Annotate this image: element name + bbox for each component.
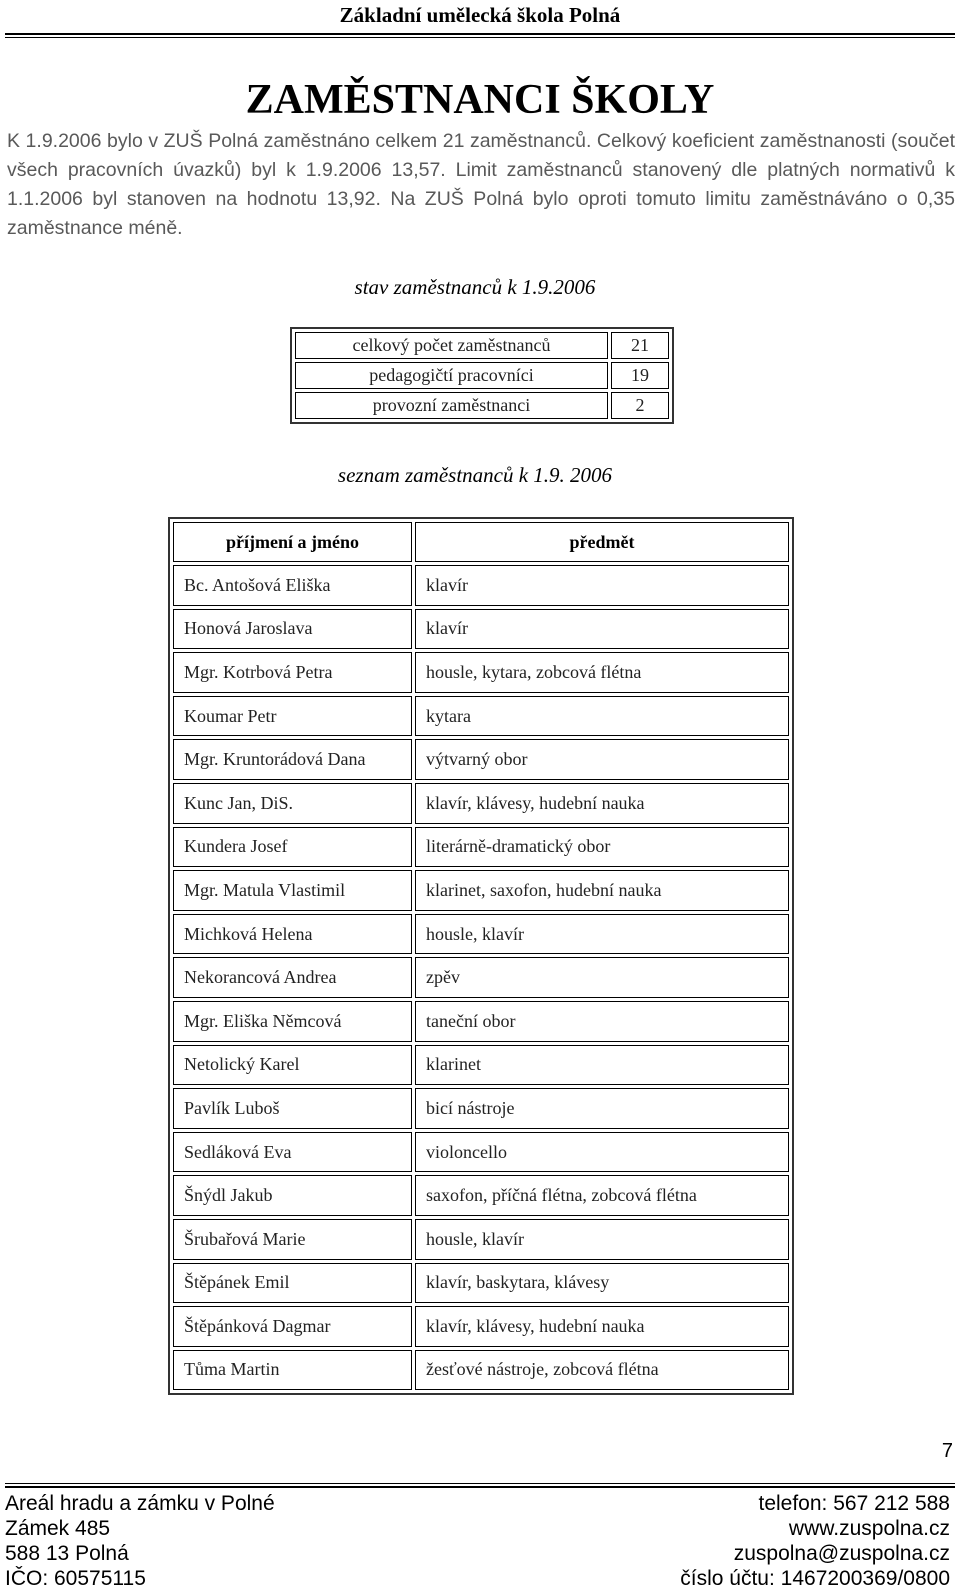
table-row [173, 827, 789, 868]
footer-address-line: Areál hradu a zámku v Polné [5, 1492, 275, 1515]
staff-subject: violoncello [415, 1132, 789, 1173]
staff-caption: seznam zaměstnanců k 1.9. 2006 [337, 463, 613, 487]
table-row [173, 1219, 789, 1260]
intro-paragraph: K 1.9.2006 bylo v ZUŠ Polná zaměstnáno celkem 21 zaměstnanců. Celkový koeficient zaměstnanosti (součet všech pracovních úvazků) byl k 1.9.2006 13,57. Limit zaměstnanců stanovený dle platných normativů k 1.1.2006 byl stanoven na hodnotu 13,92. Na ZUŠ Polná bylo oproti tomuto limitu zaměstnáváno o 0,35 zaměstnance méně. [7, 130, 955, 239]
staff-name: Štěpánek Emil [173, 1263, 412, 1304]
staff-subject: klarinet [415, 1045, 789, 1086]
table-row [173, 1132, 789, 1173]
staff-subject: housle, klavír [415, 1219, 789, 1260]
table-row [173, 609, 789, 650]
staff-subject: housle, kytara, zobcová flétna [415, 652, 789, 693]
summary-label: pedagogičtí pracovníci [295, 362, 608, 389]
staff-subject: výtvarný obor [415, 739, 789, 780]
staff-name: Nekorancová Andrea [173, 957, 412, 998]
staff-name: Mgr. Eliška Němcová [173, 1001, 412, 1042]
table-row [173, 1045, 789, 1086]
staff-subject: housle, klavír [415, 914, 789, 955]
staff-subject: klavír, klávesy, hudební nauka [415, 783, 789, 824]
staff-subject: žesťové nástroje, zobcová flétna [415, 1350, 789, 1391]
staff-name: Tůma Martin [173, 1350, 412, 1391]
footer-address-line: Zámek 485 [5, 1517, 111, 1540]
staff-name: Michková Helena [173, 914, 412, 955]
footer-website: www.zuspolna.cz [788, 1517, 950, 1540]
staff-subject: klavír, baskytara, klávesy [415, 1263, 789, 1304]
staff-name: Mgr. Kotrbová Petra [173, 652, 412, 693]
table-row [173, 957, 789, 998]
table-row [173, 1263, 789, 1304]
staff-subject: klavír [415, 565, 789, 606]
table-row [173, 1001, 789, 1042]
table-row [295, 332, 669, 359]
page-number: 7 [941, 1440, 953, 1462]
staff-subject: klavír, klávesy, hudební nauka [415, 1306, 789, 1347]
staff-name: Honová Jaroslava [173, 609, 412, 650]
table-row [173, 1088, 789, 1129]
staff-name: Netolický Karel [173, 1045, 412, 1086]
table-row [173, 565, 789, 606]
staff-name: Šrubařová Marie [173, 1219, 412, 1260]
staff-name: Bc. Antošová Eliška [173, 565, 412, 606]
staff-name: Mgr. Matula Vlastimil [173, 870, 412, 911]
table-row [173, 1350, 789, 1391]
table-row [173, 652, 789, 693]
footer-rule-thin [5, 1483, 955, 1484]
page-title: ZAMĚSTNANCI ŠKOLY [245, 77, 715, 123]
table-row [173, 914, 789, 955]
table-row [295, 392, 669, 419]
column-header-subject: předmět [415, 522, 789, 562]
table-row [173, 696, 789, 737]
running-header: Základní umělecká škola Polná [339, 3, 621, 27]
table-row [295, 362, 669, 389]
staff-name: Pavlík Luboš [173, 1088, 412, 1129]
table-row [173, 783, 789, 824]
column-header-name: příjmení a jméno [173, 522, 412, 562]
footer-email: zuspolna@zuspolna.cz [733, 1542, 950, 1565]
staff-name: Štěpánková Dagmar [173, 1306, 412, 1347]
summary-label: celkový počet zaměstnanců [295, 332, 608, 359]
table-header-row [173, 522, 789, 562]
staff-table [168, 517, 794, 1395]
staff-subject: kytara [415, 696, 789, 737]
staff-subject: taneční obor [415, 1001, 789, 1042]
staff-name: Kundera Josef [173, 827, 412, 868]
footer-address-line: 588 13 Polná [5, 1542, 129, 1565]
summary-caption: stav zaměstnanců k 1.9.2006 [354, 275, 596, 299]
table-row [173, 870, 789, 911]
footer-contacts [680, 1491, 950, 1591]
staff-subject: literárně-dramatický obor [415, 827, 789, 868]
staff-subject: zpěv [415, 957, 789, 998]
table-row [173, 739, 789, 780]
summary-value: 2 [611, 392, 669, 419]
footer-address-line: IČO: 60575115 [5, 1567, 146, 1590]
summary-value: 19 [611, 362, 669, 389]
staff-name: Koumar Petr [173, 696, 412, 737]
header-rule [5, 33, 955, 35]
staff-subject: klavír [415, 609, 789, 650]
footer-phone: telefon: 567 212 588 [758, 1492, 950, 1515]
staff-subject: klarinet, saxofon, hudební nauka [415, 870, 789, 911]
table-row [173, 1306, 789, 1347]
staff-name: Kunc Jan, DiS. [173, 783, 412, 824]
summary-value: 21 [611, 332, 669, 359]
staff-subject: saxofon, příčná flétna, zobcová flétna [415, 1175, 789, 1216]
staff-name: Mgr. Kruntorádová Dana [173, 739, 412, 780]
footer-rule [5, 1486, 955, 1488]
staff-subject: bicí nástroje [415, 1088, 789, 1129]
header-rule-thin [5, 37, 955, 38]
footer-address [5, 1491, 275, 1591]
table-row [173, 1175, 789, 1216]
summary-label: provozní zaměstnanci [295, 392, 608, 419]
staff-name: Šnýdl Jakub [173, 1175, 412, 1216]
footer-account: číslo účtu: 1467200369/0800 [680, 1567, 950, 1590]
staff-name: Sedláková Eva [173, 1132, 412, 1173]
summary-table [290, 327, 674, 424]
